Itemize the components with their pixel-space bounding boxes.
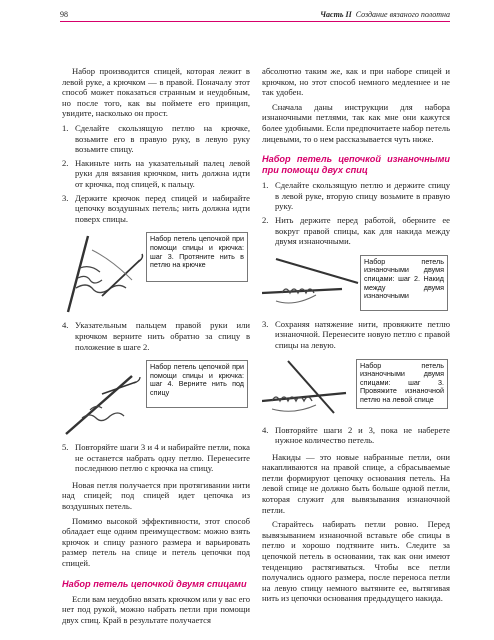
figure-crochet-step3 <box>62 230 250 314</box>
list-item: 3. Держите крючок перед спицей и набирайте цепочку воздушных петель; нить должна идти поверх спицы. <box>62 192 250 224</box>
page-number: 98 <box>60 10 68 19</box>
section-heading: Набор петель цепочкой изнаночными при помощи двух спиц <box>262 154 450 176</box>
left-column <box>62 66 250 629</box>
list-item: 2. Накиньте нить на указательный палец левой руки для вязания крючком, нить должна идти от крючка, под спицей, к пальцу. <box>62 157 250 189</box>
section-heading: Набор петель цепочкой двумя спицами <box>62 578 247 589</box>
figure-twoneedle-step3 <box>262 357 450 419</box>
steps-list <box>62 123 250 224</box>
figure-caption: Набор петель изнаночными двумя спицами: шаг 2. Накид между двумя изнаночными <box>364 256 444 301</box>
paragraph: Старайтесь набирать петли ровно. Перед вывязыванием изнаночной вставьте обе спицы в петлю и хорошо подтяните нить. Следите за цепочкой петель в основании, так как они имеют тенденцию растягиваться. Чтобы все петли получались одного размера, после переноса петли на левую спицу немного вытяните ее, вытягивая нить из цепочки основания предыдущего накида. <box>262 519 450 604</box>
paragraph: Новая петля получается при протягивании нити над спицей; под спицей идет цепочка из воздушных петель. <box>62 479 250 512</box>
list-item: 1. Сделайте скользящую петлю и держите спицу в левой руке, вторую спицу возьмите в правую руку. <box>262 180 450 212</box>
list-item: 3. Сохраняя натяжение нити, провяжите петлю изнаночной. Перенесите новую петлю с правой спицы на левую. <box>262 318 450 350</box>
steps-list <box>262 180 450 247</box>
figure-caption: Набор петель цепочкой при помощи спицы и крючка: шаг 4. Верните нить под спицу <box>150 362 244 397</box>
list-item: 1. Сделайте скользящую петлю на крючке, возьмите его в правую руку, в левую руку возьмите спицу. <box>62 122 250 155</box>
section-label: Создание вязаного полотна <box>355 10 450 19</box>
list-item: 4. Указательным пальцем правой руки или крючком верните нить обратно за спицу в положение в шаге 2. <box>62 320 250 352</box>
paragraph: Набор производится спицей, которая лежит в левой руке, а крючком — в правой. Поначалу этот способ может показаться странным и неудобным, но после того, как вы поймете его принцип, увидите, насколько он прост. <box>62 66 250 119</box>
list-item: 5. Повторяйте шаги 3 и 4 и набирайте петли, пока не останется набрать одну петлю. Перенесите последнюю петлю с крючка на спицу. <box>62 442 250 474</box>
steps-list <box>262 425 450 446</box>
figure-twoneedle-step2 <box>262 253 450 313</box>
figure-crochet-step4 <box>62 358 250 436</box>
paragraph: Накиды — это новые набранные петли, они накапливаются на правой спице, а сбрасываемые петли формируют цепочку основания петель. На левой спице не должно быть больше одной петли, которая служит для вывязывания изнаночной петли. <box>262 451 450 515</box>
running-title <box>320 10 450 19</box>
list-item: 4. Повторяйте шаги 2 и 3, пока не наберете нужное количество петель. <box>262 424 450 446</box>
steps-list <box>62 320 250 352</box>
header-rule <box>60 21 450 22</box>
paragraph: Помимо высокой эффективности, этот способ обладает еще одним преимуществом: можно взять крючок и спицу разного размера и варьировать размер петель на спице и петель цепочки под спицей. <box>62 515 250 569</box>
figure-caption: Набор петель цепочкой при помощи спицы и крючка: шаг 3. Протяните нить в петлю на крючке <box>150 234 244 270</box>
steps-list <box>262 319 450 351</box>
figure-caption: Набор петель изнаночными двумя спицами: шаг 3. Провяжите изнаночной петлю на левой спице <box>360 360 444 404</box>
right-column <box>262 66 450 608</box>
part-label: Часть II <box>320 10 352 19</box>
steps-list <box>62 442 250 474</box>
list-item: 2. Нить держите перед работой, оберните ее вокруг правой спицы, как для накида между двумя изнаночными. <box>262 214 450 247</box>
paragraph: абсолютно таким же, как и при наборе спицей и крючком, но этот способ немного медленнее и не так удобен. <box>262 66 450 98</box>
running-header <box>60 8 450 22</box>
paragraph: Сначала даны инструкции для набора изнаночными петлями, так как мне они кажутся более удобными. Если предпочитаете набор петель лицевыми, то о нем рассказывается чуть ниже. <box>262 101 450 144</box>
paragraph: Если вам неудобно вязать крючком или у вас его нет под рукой, можно набрать петли при помощи двух спиц. Край в результате получается <box>62 593 250 625</box>
